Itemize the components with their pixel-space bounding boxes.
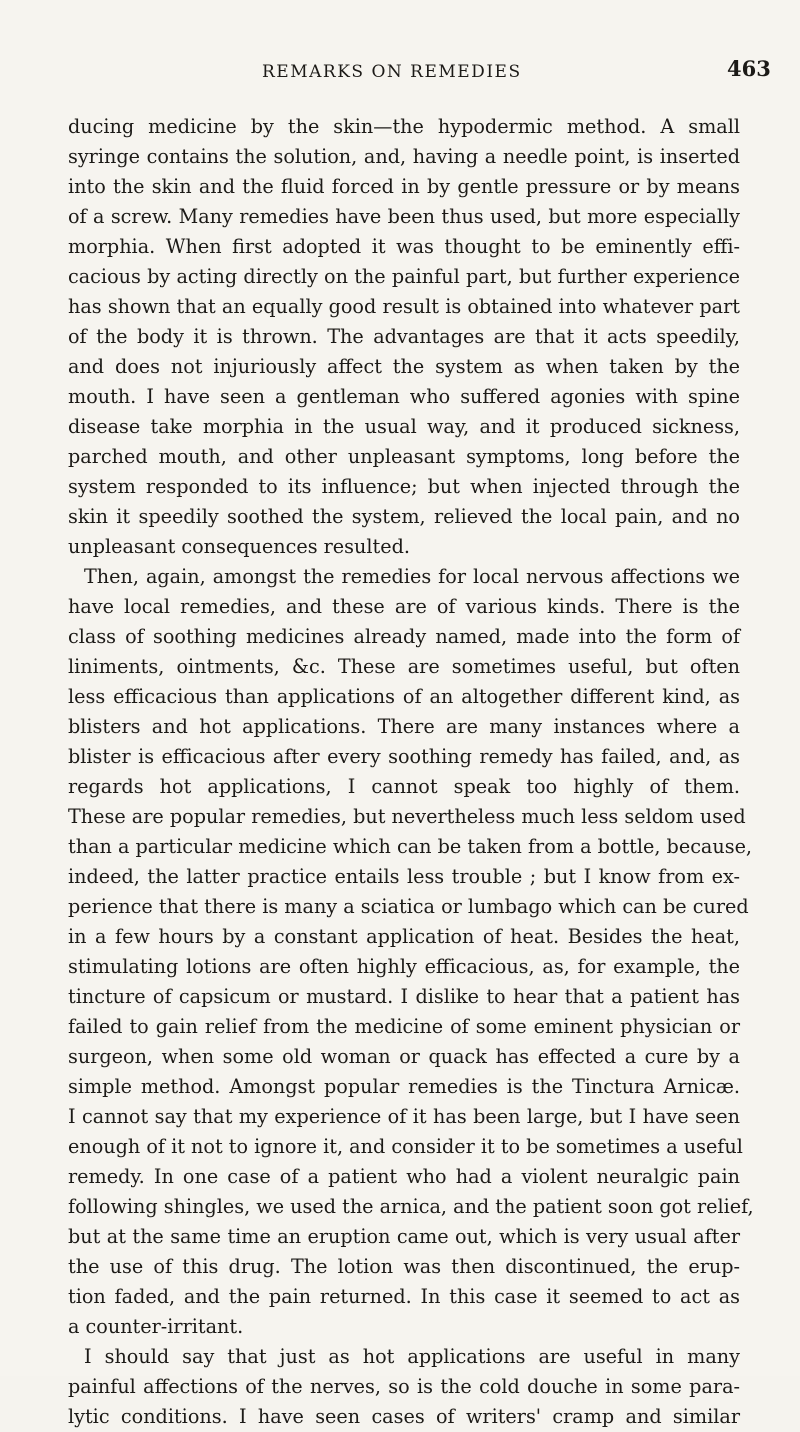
text-line: lytic conditions. I have seen cases of writers' cramp and similar [68,1405,740,1428]
page-number: 463 [727,56,771,81]
text-line: These are popular remedies, but nevertheless much less seldom used [68,805,746,828]
text-line: tion faded, and the pain returned. In this case it seemed to act as [68,1285,740,1308]
text-line: regards hot applications, I cannot speak too highly of them. [68,775,740,798]
text-line: in a few hours by a constant application of heat. Besides the heat, [68,925,740,948]
text-line: surgeon, when some old woman or quack has effected a cure by a [68,1045,740,1068]
text-line: of a screw. Many remedies have been thus used, but more especially [68,205,740,228]
text-line: a counter-irritant. [68,1315,244,1338]
text-line: syringe contains the solution, and, having a needle point, is inserted [68,145,740,168]
text-line: blister is efficacious after every soothing remedy has failed, and, as [68,745,740,768]
text-line: into the skin and the fluid forced in by gentle pressure or by means [68,175,740,198]
text-line: Then, again, amongst the remedies for local nervous affections we [84,565,740,588]
text-line: painful affections of the nerves, so is the cold douche in some para- [68,1375,740,1398]
text-line: liniments, ointments, &c. These are sometimes useful, but often [68,655,740,678]
text-line: unpleasant consequences resulted. [68,535,410,558]
text-line: remedy. In one case of a patient who had a violent neuralgic pain [68,1165,740,1188]
text-line: less efficacious than applications of an altogether different kind, as [68,685,740,708]
text-line: I cannot say that my experience of it has been large, but I have seen [68,1105,740,1128]
text-line: than a particular medicine which can be taken from a bottle, because, [68,835,753,858]
text-line: cacious by acting directly on the painful part, but further experience [68,265,740,288]
text-line: parched mouth, and other unpleasant symptoms, long before the [68,445,740,468]
text-line: have local remedies, and these are of various kinds. There is the [68,595,740,618]
running-head: REMARKS ON REMEDIES [262,62,522,82]
text-line: indeed, the latter practice entails less trouble ; but I know from ex- [68,865,740,888]
text-line: but at the same time an eruption came out, which is very usual after [68,1225,740,1248]
text-line: enough of it not to ignore it, and consider it to be sometimes a useful [68,1135,743,1158]
text-line: simple method. Amongst popular remedies is the Tinctura Arnicæ. [68,1075,740,1098]
text-line: perience that there is many a sciatica or lumbago which can be cured [68,895,749,918]
text-line: the use of this drug. The lotion was then discontinued, the erup- [68,1255,740,1278]
text-line: stimulating lotions are often highly efficacious, as, for example, the [68,955,740,978]
text-line: following shingles, we used the arnica, and the patient soon got relief, [68,1195,754,1218]
text-line: failed to gain relief from the medicine of some eminent physician or [68,1015,740,1038]
text-line: skin it speedily soothed the system, relieved the local pain, and no [68,505,740,528]
text-line: ducing medicine by the skin—the hypodermic method. A small [68,115,740,138]
text-line: tincture of capsicum or mustard. I dislike to hear that a patient has [68,985,740,1008]
text-line: has shown that an equally good result is obtained into whatever part [68,295,740,318]
text-line: system responded to its influence; but when injected through the [68,475,740,498]
text-line: blisters and hot applications. There are many instances where a [68,715,740,738]
text-line: morphia. When first adopted it was thought to be eminently effi- [68,235,740,258]
text-line: class of soothing medicines already named, made into the form of [68,625,740,648]
body-text [68,112,754,1432]
text-line: of the body it is thrown. The advantages are that it acts speedily, [68,325,740,348]
text-line: and does not injuriously affect the system as when taken by the [68,355,740,378]
text-line: disease take morphia in the usual way, and it produced sickness, [68,415,740,438]
text-line: mouth. I have seen a gentleman who suffered agonies with spine [68,385,740,408]
text-line: I should say that just as hot applications are useful in many [84,1345,740,1368]
